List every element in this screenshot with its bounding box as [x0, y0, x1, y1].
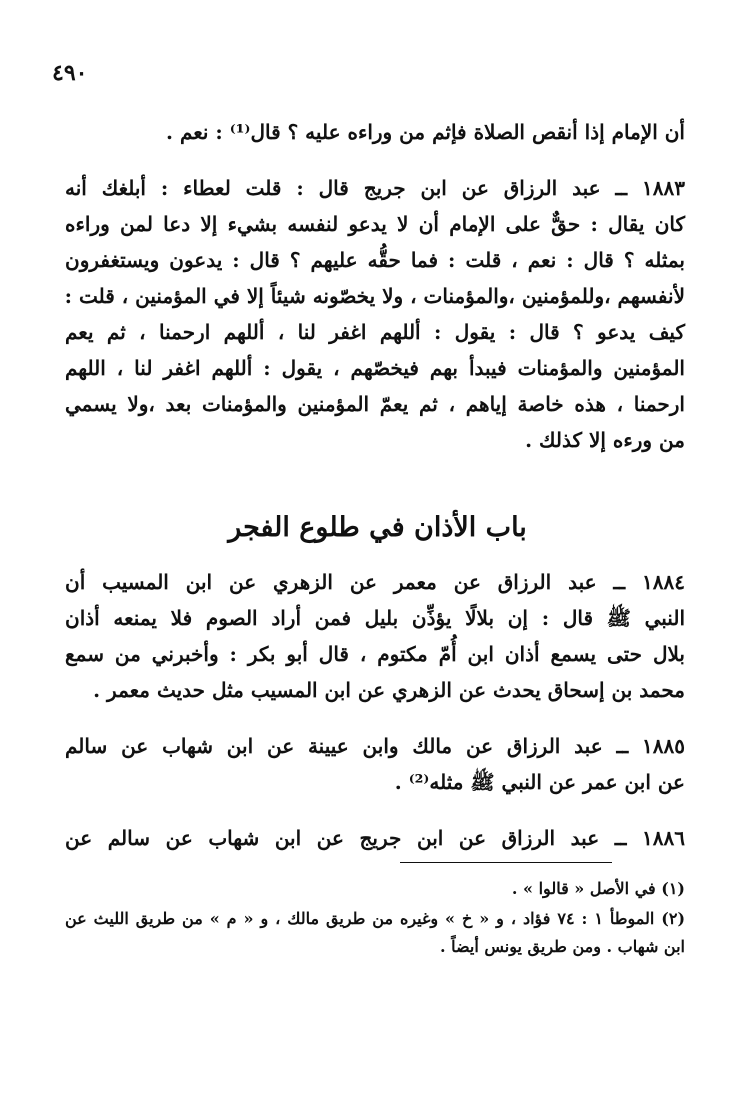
text-line: ١٨٨٤ ــ عبد الرزاق عن معمر عن الزهري عن ابن المسيب أن	[65, 570, 685, 594]
footnote-line: ابن شهاب . ومن طريق يونس أيضاً .	[440, 937, 685, 956]
section-heading: باب الأذان في طلوع الفجر	[228, 512, 527, 543]
footnote-divider	[400, 862, 612, 863]
text-line: محمد بن إسحاق يحدث عن الزهري عن ابن المسيب مثل حديث معمر .	[93, 678, 685, 702]
text-line: النبي ﷺ قال : إن بلالًا يؤذِّن بليل فمن أراد الصوم فلا يمنعه أذان	[65, 606, 685, 630]
text-line: المؤمنين والمؤمنات فيبدأ بهم فيخصّهم ، يقول : أللهم اغفر لنا ، اللهم	[65, 356, 685, 380]
text-line: ارحمنا ، هذه خاصة إياهم ، ثم يعمّ المؤمنين والمؤمنات بعد ،ولا يسمي	[65, 392, 685, 416]
text-line: عن ابن عمر عن النبي ﷺ مثله⁽²⁾ .	[394, 770, 685, 794]
footnote-line: (٢) الموطأ ١ : ٧٤ فؤاد ، و « خ » وغيره من طريق مالك ، و « م » من طريق الليث عن	[65, 909, 686, 928]
text-line: كان يقال : حقٌّ على الإمام أن لا يدعو لنفسه بشيء إلا دعا لمن وراءه	[65, 212, 685, 236]
text-line: ١٨٨٦ ــ عبد الرزاق عن ابن جريج عن ابن شهاب عن سالم عن	[65, 826, 685, 850]
page-number: ٤٩٠	[52, 60, 88, 86]
text-line: من ورءه إلا كذلك .	[525, 428, 685, 452]
text-line: ١٨٨٣ ــ عبد الرزاق عن ابن جريج قال : قلت لعطاء : أبلغك أنه	[65, 176, 685, 200]
text-line: أن الإمام إذا أنقص الصلاة فإثم من وراءه عليه ؟ قال⁽¹⁾ : نعم .	[166, 120, 685, 144]
text-line: بلال حتى يسمع أذان ابن أُمّ مكتوم ، قال أبو بكر : وأخبرني من سمع	[65, 642, 686, 666]
text-line: كيف يدعو ؟ قال : يقول : أللهم اغفر لنا ، أللهم ارحمنا ، ثم يعم	[65, 320, 685, 344]
text-line: ١٨٨٥ ــ عبد الرزاق عن مالك وابن عيينة عن ابن شهاب عن سالم	[65, 734, 685, 758]
footnote-line: (١) في الأصل « قالوا » .	[511, 879, 685, 898]
text-line: بمثله ؟ قال : نعم ، قلت : فما حقُّه عليهم ؟ قال : يدعون ويستغفرون	[65, 248, 685, 272]
text-line: لأنفسهم ،وللمؤمنين ،والمؤمنات ، ولا يخصّونه شيئاً إلا في المؤمنين ، قلت :	[64, 284, 685, 308]
